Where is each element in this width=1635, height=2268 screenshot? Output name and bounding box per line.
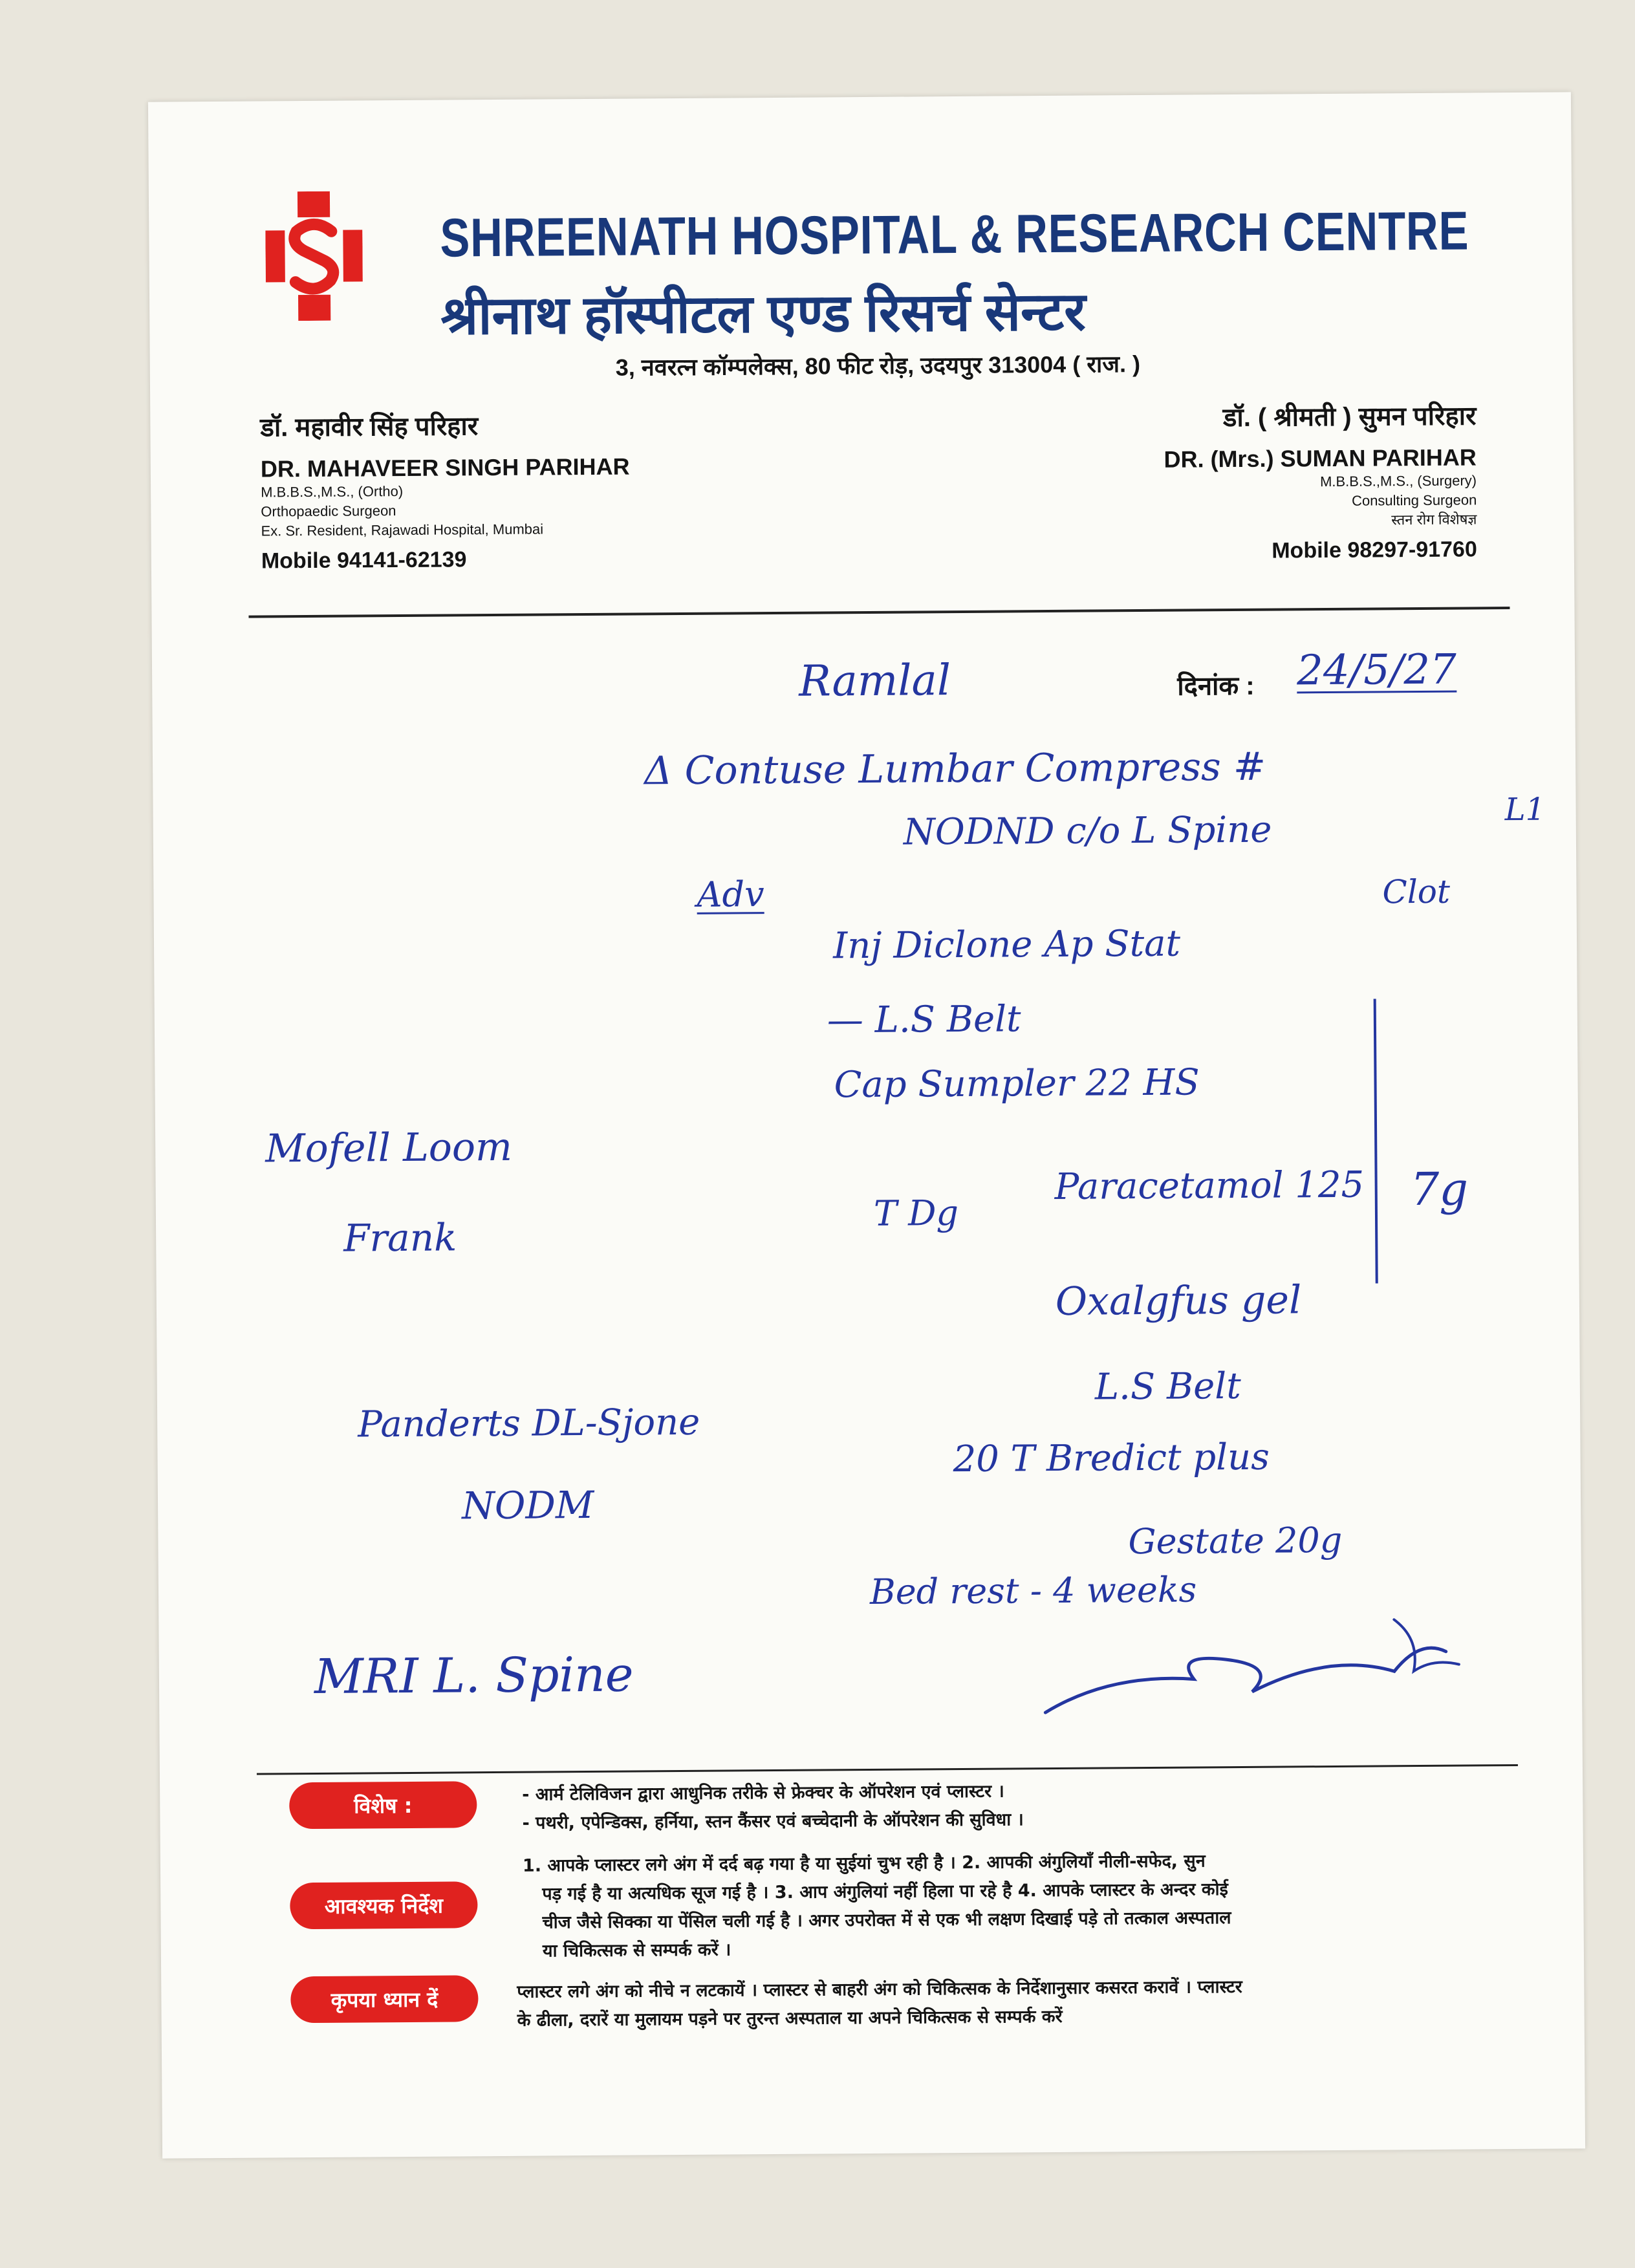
rx-line: T Dg	[873, 1193, 959, 1234]
rx-line: Paracetamol 125	[1054, 1163, 1365, 1208]
doctor-left-name: DR. MAHAVEER SINGH PARIHAR	[260, 453, 630, 482]
instructions-line: या चिकित्सक से सम्पर्क करें ।	[542, 1939, 731, 1961]
date-value: 24/5/27	[1296, 645, 1457, 695]
special-line: - पथरी, एपेन्डिक्स, हर्निया, स्तन कैंसर एवं बच्चेदानी के ऑपरेशन की सुविधा ।	[522, 1809, 1024, 1833]
doctor-right-mobile: Mobile 98297-91760	[1272, 537, 1477, 563]
doctor-right-specialty: स्तन रोग विशेषज्ञ	[1391, 511, 1477, 528]
date-label: दिनांक :	[1177, 671, 1255, 701]
attention-line: प्लास्टर लगे अंग को नीचे न लटकायें । प्लास्टर से बाहरी अंग को चिकित्सक के निर्देशानुसार कसरत करावें । प्लास्टर	[517, 1976, 1242, 2002]
doctor-right-qualification: M.B.B.S.,M.S., (Surgery)	[1319, 472, 1477, 490]
hospital-logo-icon	[265, 191, 363, 321]
special-label-badge: विशेष :	[289, 1781, 477, 1829]
instructions-notes	[523, 1847, 1231, 1966]
margin-bracket	[1374, 999, 1378, 1283]
rx-line: Adv	[697, 874, 764, 915]
attention-notes	[517, 1973, 1242, 2035]
header-divider	[248, 607, 1510, 618]
rx-line: NODND c/o L Spine	[903, 808, 1272, 854]
rx-line: L1	[1504, 791, 1546, 828]
instructions-line: 1. आपके प्लास्टर लगे अंग में दर्द बढ़ गया है या सुईयां चुभ रही है । 2. आपकी अंगुलियाँ नीली-सफेद, सुन	[522, 1851, 1206, 1876]
doctor-right-name-hindi: डॉ. ( श्रीमती ) सुमन परिहार	[1222, 402, 1477, 433]
rx-line: Panderts DL-Sjone	[357, 1401, 700, 1446]
rx-line: Δ Contuse Lumbar Compress #	[644, 744, 1266, 794]
rx-line: Inj Diclone Ap Stat	[832, 922, 1181, 967]
footer-divider	[257, 1764, 1518, 1775]
special-line: - आर्म टेलिविजन द्वारा आधुनिक तरीके से फ्रेक्चर के ऑपरेशन एवं प्लास्टर ।	[522, 1781, 1004, 1805]
hospital-name-english: SHREENATH HOSPITAL & RESEARCH CENTRE	[440, 200, 1469, 268]
doctor-left-role: Orthopaedic Surgeon	[261, 502, 396, 520]
instructions-line: चीज जैसे सिक्का या पेंसिल चली गई है । अगर उपरोक्त में से एक भी लक्षण दिखाई पड़े तो तत्काल अस्पताल	[542, 1908, 1231, 1933]
instructions-label-badge: आवश्यक निर्देश	[290, 1881, 477, 1929]
rx-line: MRI L. Spine	[314, 1647, 634, 1705]
attention-line: के ढीला, दरारें या मुलायम पड़ने पर तुरन्त अस्पताल या अपने चिकित्सक से सम्पर्क करें	[517, 2006, 1063, 2031]
rx-line: L.S Belt	[1094, 1365, 1241, 1409]
rx-line: Clot	[1382, 872, 1451, 911]
hospital-name-hindi: श्रीनाथ हॉस्पीटल एण्ड रिसर्च सेन्टर	[440, 282, 1087, 346]
doctor-signature-icon	[1032, 1612, 1472, 1725]
special-notes	[522, 1777, 1024, 1837]
hospital-address: 3, नवरत्न कॉम्पलेक्स, 80 फीट रोड़, उदयपुर 313004 ( राज. )	[615, 351, 1141, 381]
doctor-left-name-hindi: डॉ. महावीर सिंह परिहार	[260, 412, 479, 442]
rx-line: — L.S Belt	[827, 998, 1021, 1042]
doctor-left-mobile: Mobile 94141-62139	[261, 547, 467, 574]
attention-label-badge: कृपया ध्यान दें	[290, 1975, 478, 2023]
rx-line: Bed rest - 4 weeks	[869, 1569, 1197, 1612]
rx-line: Cap Sumpler 22 HS	[834, 1061, 1200, 1107]
doctor-right-block	[1164, 396, 1477, 564]
rx-line: 20 T Bredict plus	[953, 1436, 1270, 1481]
doctor-left-block	[260, 406, 630, 574]
patient-name: Ramlal	[798, 655, 951, 706]
rx-line: Gestate 20g	[1128, 1519, 1343, 1562]
doctor-left-qualification: M.B.B.S.,M.S., (Ortho)	[261, 482, 404, 501]
rx-line: NODM	[461, 1482, 594, 1528]
rx-line: Frank	[343, 1215, 457, 1260]
rx-line: Mofell Loom	[265, 1124, 513, 1172]
prescription-sheet	[148, 92, 1585, 2158]
rx-line: 7g	[1410, 1162, 1469, 1216]
doctor-right-role: Consulting Surgeon	[1351, 491, 1477, 509]
rx-line: Oxalgfus gel	[1055, 1277, 1302, 1324]
doctor-left-experience: Ex. Sr. Resident, Rajawadi Hospital, Mumbai	[261, 521, 544, 539]
doctor-right-name: DR. (Mrs.) SUMAN PARIHAR	[1164, 444, 1477, 473]
instructions-line: पड़ गई है या अत्यधिक सूज गई है । 3. आप अंगुलियां नहीं हिला पा रहे है 4. आपके प्लास्टर के अन्दर कोई	[542, 1879, 1228, 1905]
